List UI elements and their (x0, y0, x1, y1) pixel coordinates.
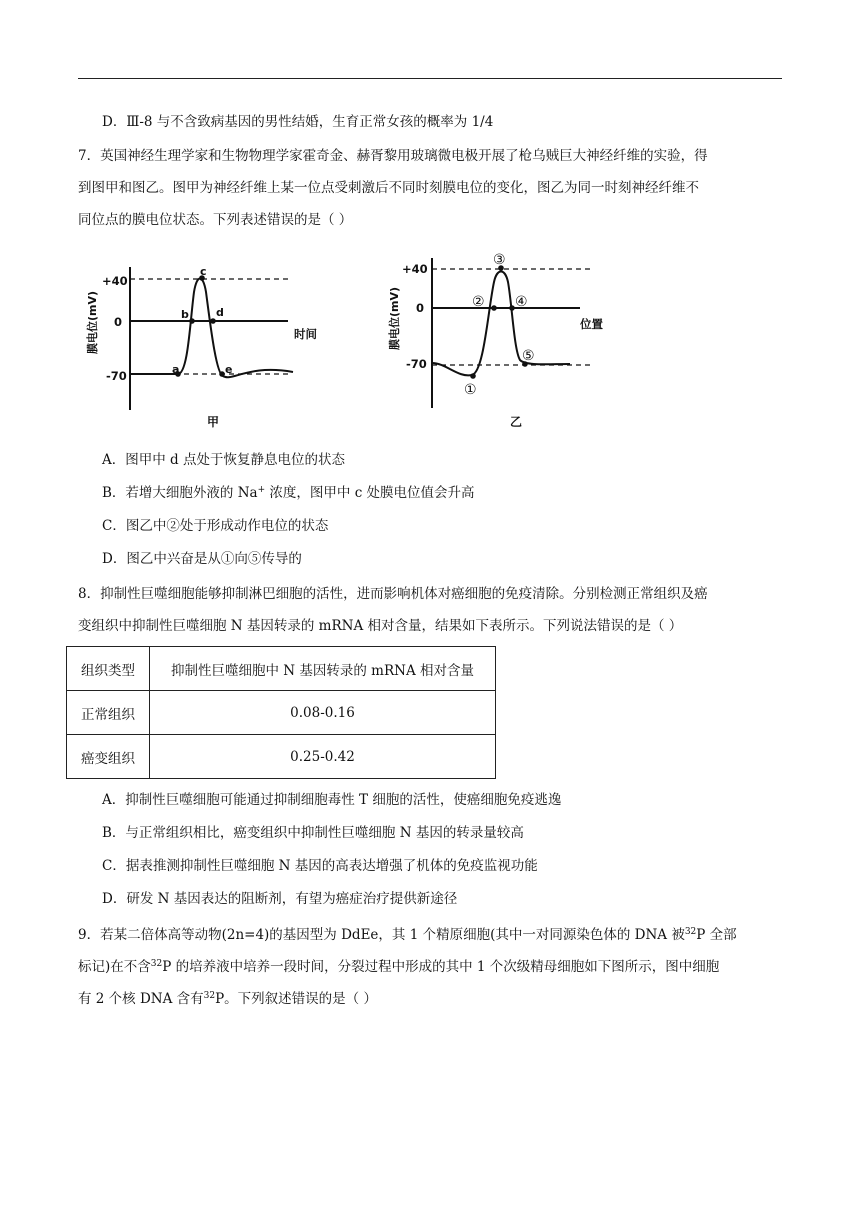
jia-tick-plus40: +40 (102, 274, 128, 288)
q7-stem-line-3: 同位点的膜电位状态。下列表述错误的是（ ） (78, 212, 353, 228)
yi-point-1: ① (464, 382, 477, 398)
q9-stem-line-1: 9．若某二倍体高等动物(2n=4)的基因型为 DdEe，其 1 个精原细胞(其中一对同源染色体的 DNA 被$^{32}$P 全部 (78, 927, 737, 943)
q8-option-c: C．据表推测抑制性巨噬细胞 N 基因的高表达增强了机体的免疫监视功能 (102, 858, 538, 874)
q8-option-a: A．抑制性巨噬细胞可能通过抑制细胞毒性 T 细胞的活性，使癌细胞免疫逃逸 (102, 792, 562, 808)
figure-yi (380, 250, 620, 434)
q9-stem-line-3: 有 2 个核 DNA 含有$^{32}$P。下列叙述错误的是（ ） (78, 991, 377, 1007)
point-e-marker (219, 371, 225, 377)
jia-point-d: d (216, 306, 224, 319)
point-4-marker (509, 305, 515, 311)
q8-table (66, 646, 496, 779)
yi-point-2: ② (472, 294, 485, 310)
q7-option-b: B．若增大细胞外液的 Na+ 浓度，图甲中 c 处膜电位值会升高 (102, 485, 475, 501)
q7-stem-line-1: 7．英国神经生理学家和生物物理学家霍奇金、赫胥黎用玻璃微电极开展了枪乌贼巨大神经纤维的实验，得 (78, 148, 708, 164)
jia-tick-zero: 0 (114, 315, 123, 329)
point-1-marker (470, 373, 476, 379)
jia-point-e: e (225, 363, 233, 376)
jia-tick-minus70: -70 (106, 369, 127, 383)
table-header-cell: 组织类型 (67, 647, 150, 691)
point-d-marker (210, 318, 216, 324)
table-cell: 0.25-0.42 (150, 735, 496, 779)
q7-option-a: A．图甲中 d 点处于恢复静息电位的状态 (102, 452, 345, 468)
q9-stem-line-2: 标记)在不含$^{32}$P 的培养液中培养一段时间，分裂过程中形成的其中 1 个次级精母细胞如下图所示，图中细胞 (78, 959, 720, 975)
table-cell: 正常组织 (67, 691, 150, 735)
table-row (67, 691, 496, 735)
q8-stem-line-1: 8．抑制性巨噬细胞能够抑制淋巴细胞的活性，进而影响机体对癌细胞的免疫清除。分别检测正常组织及癌 (78, 586, 708, 602)
table-row (67, 647, 496, 691)
yi-caption: 乙 (510, 415, 523, 429)
yi-tick-zero: 0 (416, 301, 425, 315)
yi-point-5: ⑤ (522, 348, 535, 364)
table-cell: 癌变组织 (67, 735, 150, 779)
jia-point-a: a (172, 363, 180, 376)
yi-tick-minus70: -70 (406, 357, 427, 371)
header-rule (78, 78, 782, 79)
table-header-cell: 抑制性巨噬细胞中 N 基因转录的 mRNA 相对含量 (150, 647, 496, 691)
yi-tick-plus40: +40 (402, 262, 428, 276)
yi-point-4: ④ (515, 294, 528, 310)
q6-option-d: D．Ⅲ-8 与不含致病基因的男性结婚，生育正常女孩的概率为 1/4 (102, 114, 494, 130)
jia-caption: 甲 (207, 415, 220, 429)
q7-option-d: D．图乙中兴奋是从①向⑤传导的 (102, 551, 302, 567)
table-row (67, 735, 496, 779)
yi-ylabel: 膜电位(mV) (388, 286, 401, 350)
figure-jia (80, 262, 317, 434)
q8-stem-line-2: 变组织中抑制性巨噬细胞 N 基因转录的 mRNA 相对含量，结果如下表所示。下列说法错误的是（ ） (78, 618, 683, 634)
yi-point-3: ③ (493, 252, 506, 268)
jia-ylabel: 膜电位(mV) (86, 290, 99, 354)
table-cell: 0.08-0.16 (150, 691, 496, 735)
q8-option-b: B．与正常组织相比，癌变组织中抑制性巨噬细胞 N 基因的转录量较高 (102, 825, 524, 841)
yi-xlabel: 位置 (580, 317, 603, 331)
q7-option-c: C．图乙中②处于形成动作电位的状态 (102, 518, 329, 534)
q8-option-d: D．研发 N 基因表达的阻断剂，有望为癌症治疗提供新途径 (102, 891, 458, 907)
point-2-marker (491, 305, 497, 311)
jia-xlabel: 时间 (294, 327, 317, 341)
jia-point-b: b (181, 308, 189, 321)
q7-stem-line-2: 到图甲和图乙。图甲为神经纤维上某一位点受刺激后不同时刻膜电位的变化，图乙为同一时刻神经纤维不 (78, 180, 699, 196)
jia-point-c: c (200, 265, 207, 278)
point-b-marker (189, 318, 195, 324)
